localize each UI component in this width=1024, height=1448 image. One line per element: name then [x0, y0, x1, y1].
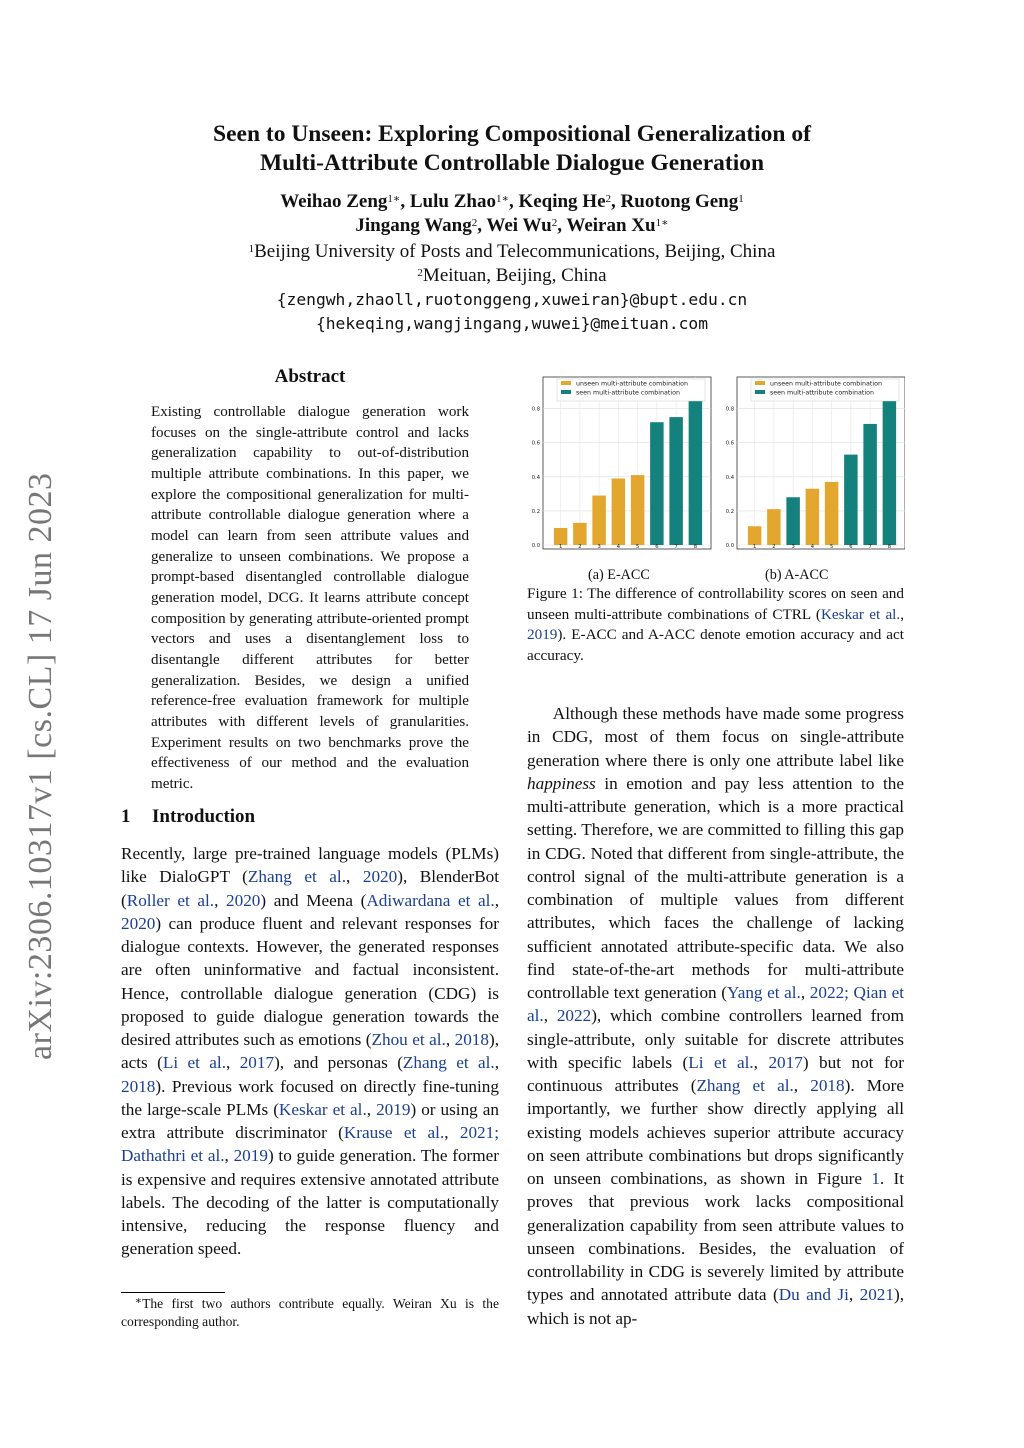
subfigure-a-label: (a) E-ACC [588, 567, 650, 583]
bar [786, 497, 799, 545]
x-tick-label: 3 [791, 544, 795, 551]
citation-link[interactable]: Zhang et al. [696, 1076, 794, 1095]
citation-link[interactable]: 2018 [810, 1076, 845, 1095]
author: Ruotong Geng [620, 191, 739, 212]
citation-link[interactable]: 2020 [362, 867, 398, 887]
author: Keqing He [518, 191, 606, 212]
affiliations [120, 240, 904, 288]
author-sup: 2 [551, 217, 558, 229]
text: , [226, 1053, 240, 1073]
x-tick-label: 4 [616, 544, 621, 551]
bar [767, 509, 780, 545]
figure-ref-link[interactable]: 1 [871, 1169, 880, 1188]
text: ), which combine controllers learned from single-attribute, only suitable for discrete attributes with specific labels ( [527, 1006, 904, 1072]
text: , [793, 1076, 811, 1095]
section-heading [121, 806, 255, 828]
bar [669, 417, 682, 545]
author: Lulu Zhao [409, 191, 496, 212]
citation-link[interactable]: Du and Ji [778, 1285, 849, 1305]
citation-link[interactable]: Li et al. [688, 1052, 754, 1072]
y-tick-label: 0.4 [531, 474, 540, 481]
affiliation-sup: 2 [417, 267, 423, 279]
citation-link[interactable]: 2019 [527, 626, 558, 644]
abstract-text: Existing controllable dialogue generation work focuses on the single-attribute control and lacks generalization capability to out-of-distribution multiple attribute combinations. In this paper, we explore the compositional generalization for multi-attribute controllable dialogue generation where a model can learn from seen attribute values and generalize to unseen combinations. We propose a prompt-based disentangled controllable dialogue generation model, DCG. It learns attribute concept composition by generating attribute-oriented prompt vectors and uses a disentanglement loss to disentangle different attributes for better generalization. Besides, we design a unified reference-free evaluation framework for multiple attributes with different levels of granularities. Experiment results on two benchmarks prove the effectiveness of our method and the evaluation metric. [151, 404, 469, 792]
author: Weihao Zeng [280, 191, 388, 212]
footnote-symbol: ∗ [134, 1295, 143, 1307]
text: ) or using an extra attribute discriminator ( [121, 1099, 500, 1142]
legend-swatch [561, 381, 571, 385]
legend-label: unseen multi-attribute combination [576, 380, 688, 388]
bar [863, 424, 876, 545]
citation-link[interactable]: Yang et al. [727, 983, 801, 1002]
citation-link[interactable]: 2018 [121, 1076, 156, 1096]
text: ) and Meena ( [260, 890, 367, 910]
y-tick-label: 0.0 [531, 543, 540, 549]
text: in emotion and pay less attention to the multi-attribute generation, which is a more practical setting. Therefore, we are committed to filling this gap in CDG. Noted that different from single-attribute, the control signal of the multi-attribute generation is a combination of multiple values from different attributes, which faces the challenge of lacking sufficient annotated attribute-specific data. We also find state-of-the-art methods for multi-attribute controllable text generation ( [527, 773, 904, 1002]
citation-link[interactable]: Krause et al. [343, 1123, 445, 1142]
x-tick-label: 5 [635, 544, 640, 551]
y-tick-label: 0.4 [725, 474, 734, 481]
bar [806, 489, 819, 545]
citation-link[interactable]: Keskar et al. [278, 1099, 367, 1119]
author-sup: 2 [605, 193, 612, 205]
email-line-2: {hekeqing,wangjingang,wuwei}@meituan.com [315, 314, 709, 333]
author: Weiran Xu [566, 215, 656, 236]
intro-paragraph-2 [527, 702, 904, 1330]
citation-link[interactable]: 2018 [454, 1030, 489, 1049]
legend-label: unseen multi-attribute combination [770, 380, 882, 388]
title-line-1: Seen to Unseen: Exploring Compositional Generalization of [213, 121, 811, 147]
y-tick-label: 0.8 [531, 406, 540, 413]
bar [592, 496, 605, 545]
citation-link[interactable]: Keskar et al. [820, 605, 901, 623]
figure-caption [527, 584, 904, 666]
plot-frame [737, 377, 905, 549]
text: ) can produce fluent and relevant responses for dialogue contexts. However, the generated responses are often uninformative and factual inconsistent. Hence, controllable dialogue generation (CDG) is proposed to guide dialogue generation towards the desired attributes such as emotions ( [121, 913, 499, 1049]
x-tick-label: 6 [655, 544, 659, 551]
subfigure-b-label: (b) A-ACC [765, 567, 829, 583]
author: Jingang Wang [355, 215, 472, 236]
x-tick-label: 7 [674, 544, 678, 551]
text: , [848, 1285, 860, 1305]
x-tick-label: 6 [849, 544, 853, 551]
authors-line-1: Weihao Zeng$^{1∗}$, Lulu Zhao$^{1∗}$, Keqing He$^2$, Ruotong Geng$^1$ [280, 191, 744, 212]
text: , [900, 605, 904, 623]
y-tick-label: 0.8 [725, 406, 734, 413]
text: Although these methods have made some progress in CDG, most of them focus on single-attribute generation where there is only one attribute label like [527, 704, 904, 770]
legend [557, 379, 705, 401]
bar [631, 475, 644, 545]
footnote-text: The first two authors contribute equally. Weiran Xu is the corresponding author. [121, 1296, 499, 1329]
x-tick-label: 4 [810, 544, 815, 551]
text: , [214, 890, 227, 910]
chart-a-acc [726, 377, 905, 550]
text: , [753, 1052, 769, 1072]
chart-e-acc [532, 377, 711, 550]
text: ), and personas ( [274, 1053, 403, 1073]
author-sup: 1∗ [655, 217, 669, 229]
citation-link[interactable]: 2020 [121, 913, 156, 933]
citation-link[interactable]: Zhang et al. [402, 1053, 495, 1073]
text: . It proves that previous work lacks compositional generalization capability from seen attribute values to unseen combinations. Besides, the evaluation of controllability in CDG is severely limited by attribute types and annotated attribute data ( [527, 1169, 905, 1305]
legend [751, 379, 899, 401]
y-tick-label: 0.2 [531, 508, 540, 515]
figure-1-charts [525, 374, 905, 560]
text: , [494, 890, 499, 910]
legend-label: seen multi-attribute combination [770, 389, 874, 397]
legend-label: seen multi-attribute combination [576, 389, 680, 397]
citation-link[interactable]: 2017 [239, 1053, 275, 1073]
text: ). E-ACC and A-ACC denote emotion accuracy and act accuracy. [527, 626, 904, 664]
text: , [445, 1030, 455, 1049]
text: ). More importantly, we further show directly applying all existing models achieves superior attribute accuracy on seen attribute combinations but drops significantly on unseen combinations, as shown in Figure [527, 1076, 904, 1188]
affiliation-text: Meituan, Beijing, China [422, 265, 607, 286]
authors-line-2: Jingang Wang$^2$, Wei Wu$^2$, Weiran $Xu^{1∗}$ [355, 215, 669, 236]
plot-frame [543, 377, 711, 549]
x-tick-label: 1 [558, 544, 563, 551]
abstract-heading: Abstract [274, 366, 346, 387]
footnote-rule [121, 1292, 225, 1293]
arxiv-side-label: arXiv:2306.10317v1 [cs.CL] 17 Jun 2023 [22, 472, 59, 1060]
bar [844, 455, 857, 545]
affiliation-sup: 1 [248, 243, 255, 255]
text: ) but not for continuous attributes ( [527, 1052, 904, 1095]
y-tick-label: 0.6 [725, 440, 734, 447]
affiliation-2 [120, 264, 904, 288]
text: ), BlenderBot ( [121, 867, 500, 910]
bar [650, 422, 663, 545]
text-emphasis: happiness [527, 773, 596, 793]
bar [554, 528, 567, 545]
citation-link[interactable]: Li et al. [162, 1053, 226, 1073]
text: , [800, 983, 810, 1002]
title-line-2: Multi-Attribute Controllable Dialogue Generation [259, 150, 765, 176]
legend-swatch [561, 390, 571, 394]
citation-link[interactable]: Adiwardana et al. [366, 890, 495, 910]
x-tick-label: 8 [887, 544, 892, 551]
email-line-1: {zengwh,zhaoll,ruotonggeng,xuweiran}@bupt.edu.cn [276, 290, 748, 309]
section-title: Introduction [152, 806, 256, 827]
text: Recently, large pre-trained language models (PLMs) like DialoGPT ( [121, 844, 499, 887]
bar [825, 482, 838, 545]
text: ), which is not ap- [527, 1285, 904, 1328]
author-sup: 1∗ [495, 193, 509, 205]
text: Figure 1: The difference of controllability scores on seen and unseen multi-attribute combinations of CTRL ( [527, 585, 904, 623]
text: , [366, 1099, 377, 1119]
author-sup: 1∗ [387, 193, 401, 205]
bar [573, 523, 586, 545]
author-sup: 1 [738, 193, 744, 205]
x-tick-label: 7 [868, 544, 872, 551]
x-tick-label: 2 [578, 544, 582, 551]
legend-swatch [755, 381, 765, 385]
citation-link[interactable]: 2019 [376, 1099, 411, 1119]
text: , [494, 1053, 500, 1073]
footnote [121, 1295, 499, 1331]
citation-link[interactable]: 2021 [859, 1285, 894, 1305]
text: , [543, 1006, 557, 1026]
author-sup: 2 [471, 217, 478, 229]
y-tick-label: 0.2 [725, 508, 734, 515]
legend-swatch [755, 390, 765, 394]
citation-link[interactable]: Zhou et al. [371, 1030, 446, 1049]
text: , [224, 1146, 234, 1166]
text: , [346, 867, 363, 887]
x-tick-label: 3 [597, 544, 601, 551]
affiliation-text: Beijing University of Posts and Telecommunications, Beijing, China [254, 241, 776, 262]
bar [748, 526, 761, 545]
citation-link[interactable]: Zhang et al. [247, 867, 347, 887]
intro-paragraph [121, 842, 499, 1261]
affiliation-1 [120, 240, 904, 264]
citation-link[interactable]: Roller et al. [126, 890, 215, 910]
x-tick-label: 5 [829, 544, 834, 551]
x-tick-label: 1 [752, 544, 757, 551]
citation-link[interactable]: 2021; Dathathri et al. [121, 1123, 499, 1166]
text: ), acts ( [121, 1030, 499, 1073]
y-tick-label: 0.0 [725, 543, 734, 549]
citation-link[interactable]: 2020 [226, 890, 261, 910]
bar [883, 392, 896, 545]
citation-link[interactable]: 2019 [233, 1146, 268, 1166]
text: ). Previous work focused on directly fine-tuning the large-scale PLMs ( [121, 1076, 499, 1119]
paper-title [120, 120, 904, 178]
author-list [120, 190, 904, 238]
x-tick-label: 8 [693, 544, 698, 551]
citation-link[interactable]: 2022; Qian et al. [527, 983, 904, 1026]
bar [612, 478, 625, 545]
section-number: 1 [121, 806, 131, 827]
emails [120, 288, 904, 336]
citation-link[interactable]: 2017 [768, 1052, 803, 1072]
x-tick-label: 2 [772, 544, 776, 551]
bar [689, 383, 702, 545]
text: ) to guide generation. The former is expensive and requires extensive annotated attribute labels. The decoding of the latter is computationally intensive, reducing the response fluency and generation speed. [121, 1146, 499, 1259]
text: , [444, 1123, 460, 1142]
author: Wei Wu [486, 215, 552, 236]
y-tick-label: 0.6 [531, 440, 540, 447]
citation-link[interactable]: 2022 [556, 1006, 592, 1026]
